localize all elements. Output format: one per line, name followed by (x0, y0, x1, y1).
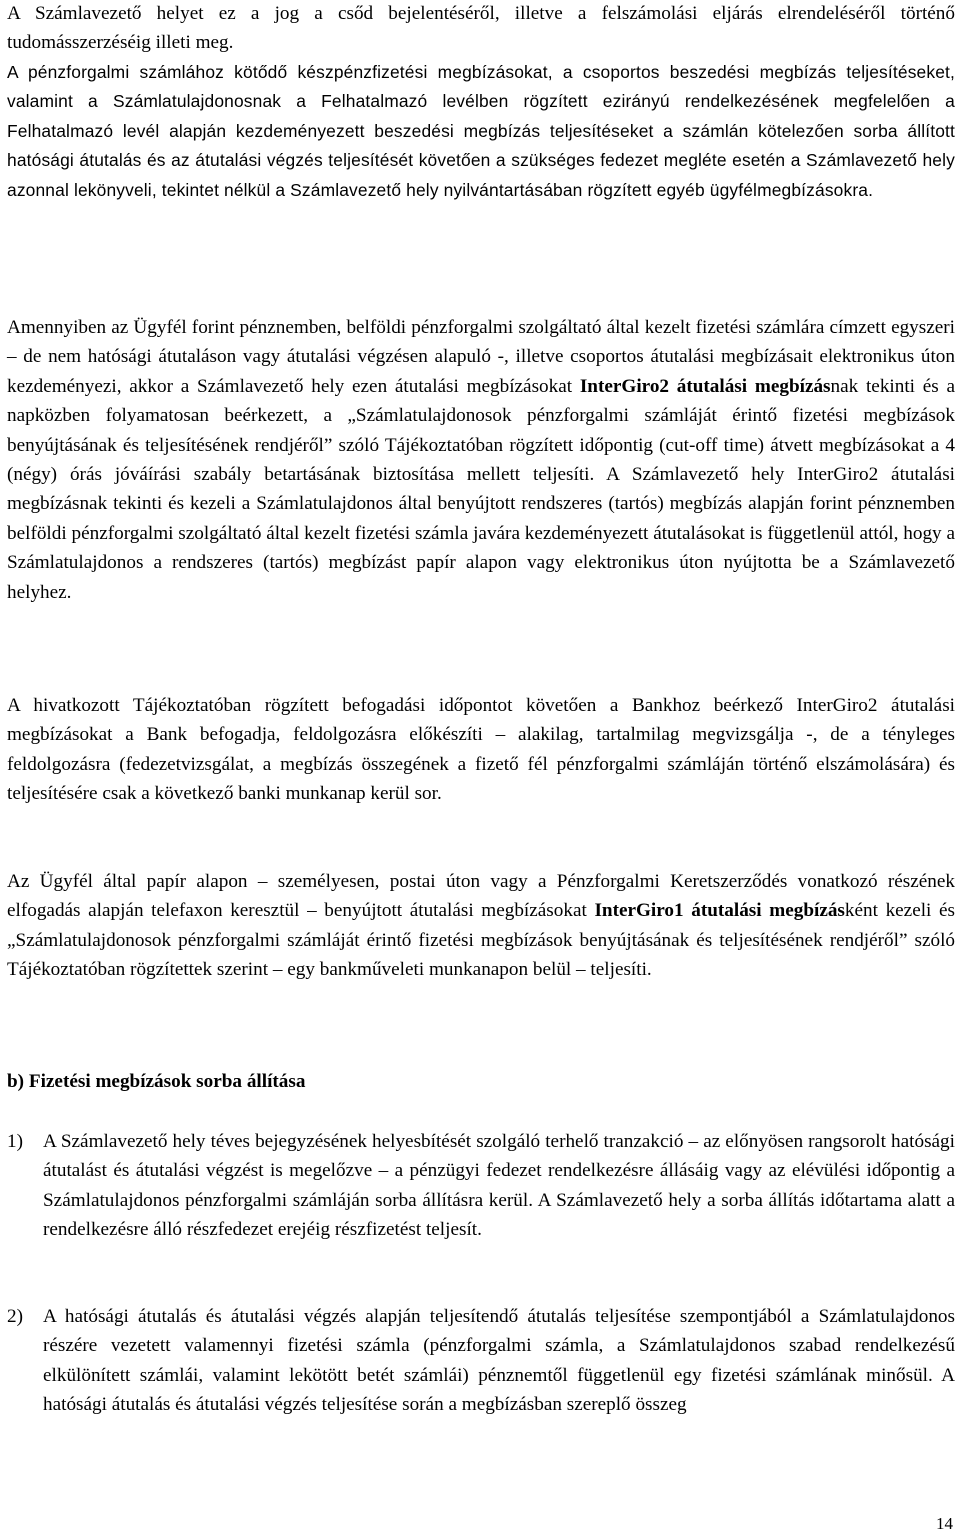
paragraph-csod-bejelentes: A Számlavezető helyet ez a jog a csőd bejelentéséről, illetve a felszámolási eljárás elrendeléséről történő tudomásszerzéséig illeti meg. (7, 3, 955, 54)
paragraph-keszpenzfizetesi-megbizasok: A pénzforgalmi számlához kötődő készpénzfizetési megbízásokat, a csoportos beszedési megbízás teljesítéseket, valamint a Számlatulajdonosnak a Felhatalmazó levélben rögzített ezirányú rendelkezésének megfelelően a Felhatalmazó levél alapján kezdeményezett beszedési megbízás teljesítéseket a számlán kötelezően sorba állított hatósági átutalás és az átutalási végzés teljesítését követően a szükséges fedezet megléte esetén a Számlavezető hely azonnal lekönyveli, tekintet nélkül a Számlavezető hely nyilvántartásában rögzített egyéb ügyfélmegbízásokra. (7, 62, 955, 200)
list-item (7, 1127, 955, 1245)
paragraph-intergiro2-text-end: nak tekinti és a napközben folyamatosan beérkezett, a „Számlatulajdonosok pénzforgalmi számláját érintő fizetési megbízások benyújtásának és teljesítésének rendjéről” szóló Tájékoztatóban rögzített időpontig (cut-off time) átvett megbízásokat a 4 (négy) órás jóváírási szabály betartásának biztosítása mellett teljesíti. A Számlavezető hely InterGiro2 átutalási megbízásnak tekinti és kezeli a Számlatulajdonos által benyújtott rendszeres (tartós) megbízás alapján forint pénznemben belföldi pénzforgalmi szolgáltató által kezelt fizetési számla javára kezdeményezett átutalásokat is függetlenül attól, hogy a Számlatulajdonos a rendszeres (tartós) megbízást papír alapon vagy elektronikus úton nyújtotta be a Számlavezető helyhez. (7, 375, 955, 603)
paragraph-befogadasi-idopont: A hivatkozott Tájékoztatóban rögzített befogadási időpontot követően a Bankhoz beérkező InterGiro2 átutalási megbízásokat a Bank befogadja, feldolgozásra előkészíti – alakilag, tartalmilag megvizsgálja -, de a tényleges feldolgozásra (fedezetvizsgálat, a megbízás összegének a fizető fél pénzforgalmi számláján történő elszámolására) és teljesítésére csak a következő banki munkanap kerül sor. (7, 695, 955, 805)
page-number: 14 (936, 1514, 953, 1533)
paragraph-intergiro2 (7, 313, 955, 607)
intergiro2-term: InterGiro2 átutalási megbízás (579, 375, 831, 397)
list-item (7, 1302, 955, 1420)
list-item-text: A Számlavezető hely téves bejegyzésének helyesbítését szolgáló terhelő tranzakció – az előnyösen rangsorolt hatósági átutalást és átutalási végzést is megelőzve – a pénzügyi fedezet rendelkezésre állásáig vagy az elévülési időpontig a Számlatulajdonos pénzforgalmi számláján sorba állításra kerül. A Számlavezető hely a sorba állítás időtartama alatt a rendelkezésre álló részfedezet erejéig részfizetést teljesít. (43, 1131, 955, 1241)
section-heading: b) Fizetési megbízások sorba állítása (7, 1071, 306, 1092)
paragraph-intergiro2-text-start: Amennyiben az Ügyfél forint pénznemben, belföldi pénzforgalmi szolgáltató által kezelt fizetési számlára címzett egyszeri – de nem hatósági átutaláson vagy átutalási végzésen alapuló -, illetve csoportos átutalási megbízásait elektronikus úton kezdeményezi, akkor a Számlavezető hely ezen átutalási megbízásokat (7, 317, 955, 397)
paragraph-intergiro1-text-start: Az Ügyfél által papír alapon – személyesen, postai úton vagy a Pénzforgalmi Keretszerződés vonatkozó részének elfogadás alapján telefaxon keresztül – benyújtott átutalási megbízásokat (7, 871, 955, 922)
paragraph-intergiro1 (7, 867, 955, 985)
list-item-text: A hatósági átutalás és átutalási végzés alapján teljesítendő átutalás teljesítése szempontjából a Számlatulajdonos részére vezetett valamennyi fizetési számla (pénzforgalmi számla, a Számlatulajdonos szabad rendelkezésű elkülönített számlái, valamint lekötött betét számlái) pénznemtől függetlenül egy fizetési számlának minősül. A hatósági átutalás és átutalási végzés teljesítése során a megbízásban szereplő összeg (43, 1306, 955, 1416)
paragraph-intergiro1-text-end: ként kezeli és „Számlatulajdonosok pénzforgalmi számláját érintő fizetési megbízások benyújtásának és teljesítésének rendjéről” szóló Tájékoztatóban rögzítettek szerint – egy bankműveleti munkanapon belül – teljesíti. (7, 900, 955, 981)
intergiro1-term: InterGiro1 átutalási megbízás (594, 900, 845, 922)
list-item-number: 1) (7, 1131, 23, 1152)
list-item-number: 2) (7, 1306, 23, 1327)
